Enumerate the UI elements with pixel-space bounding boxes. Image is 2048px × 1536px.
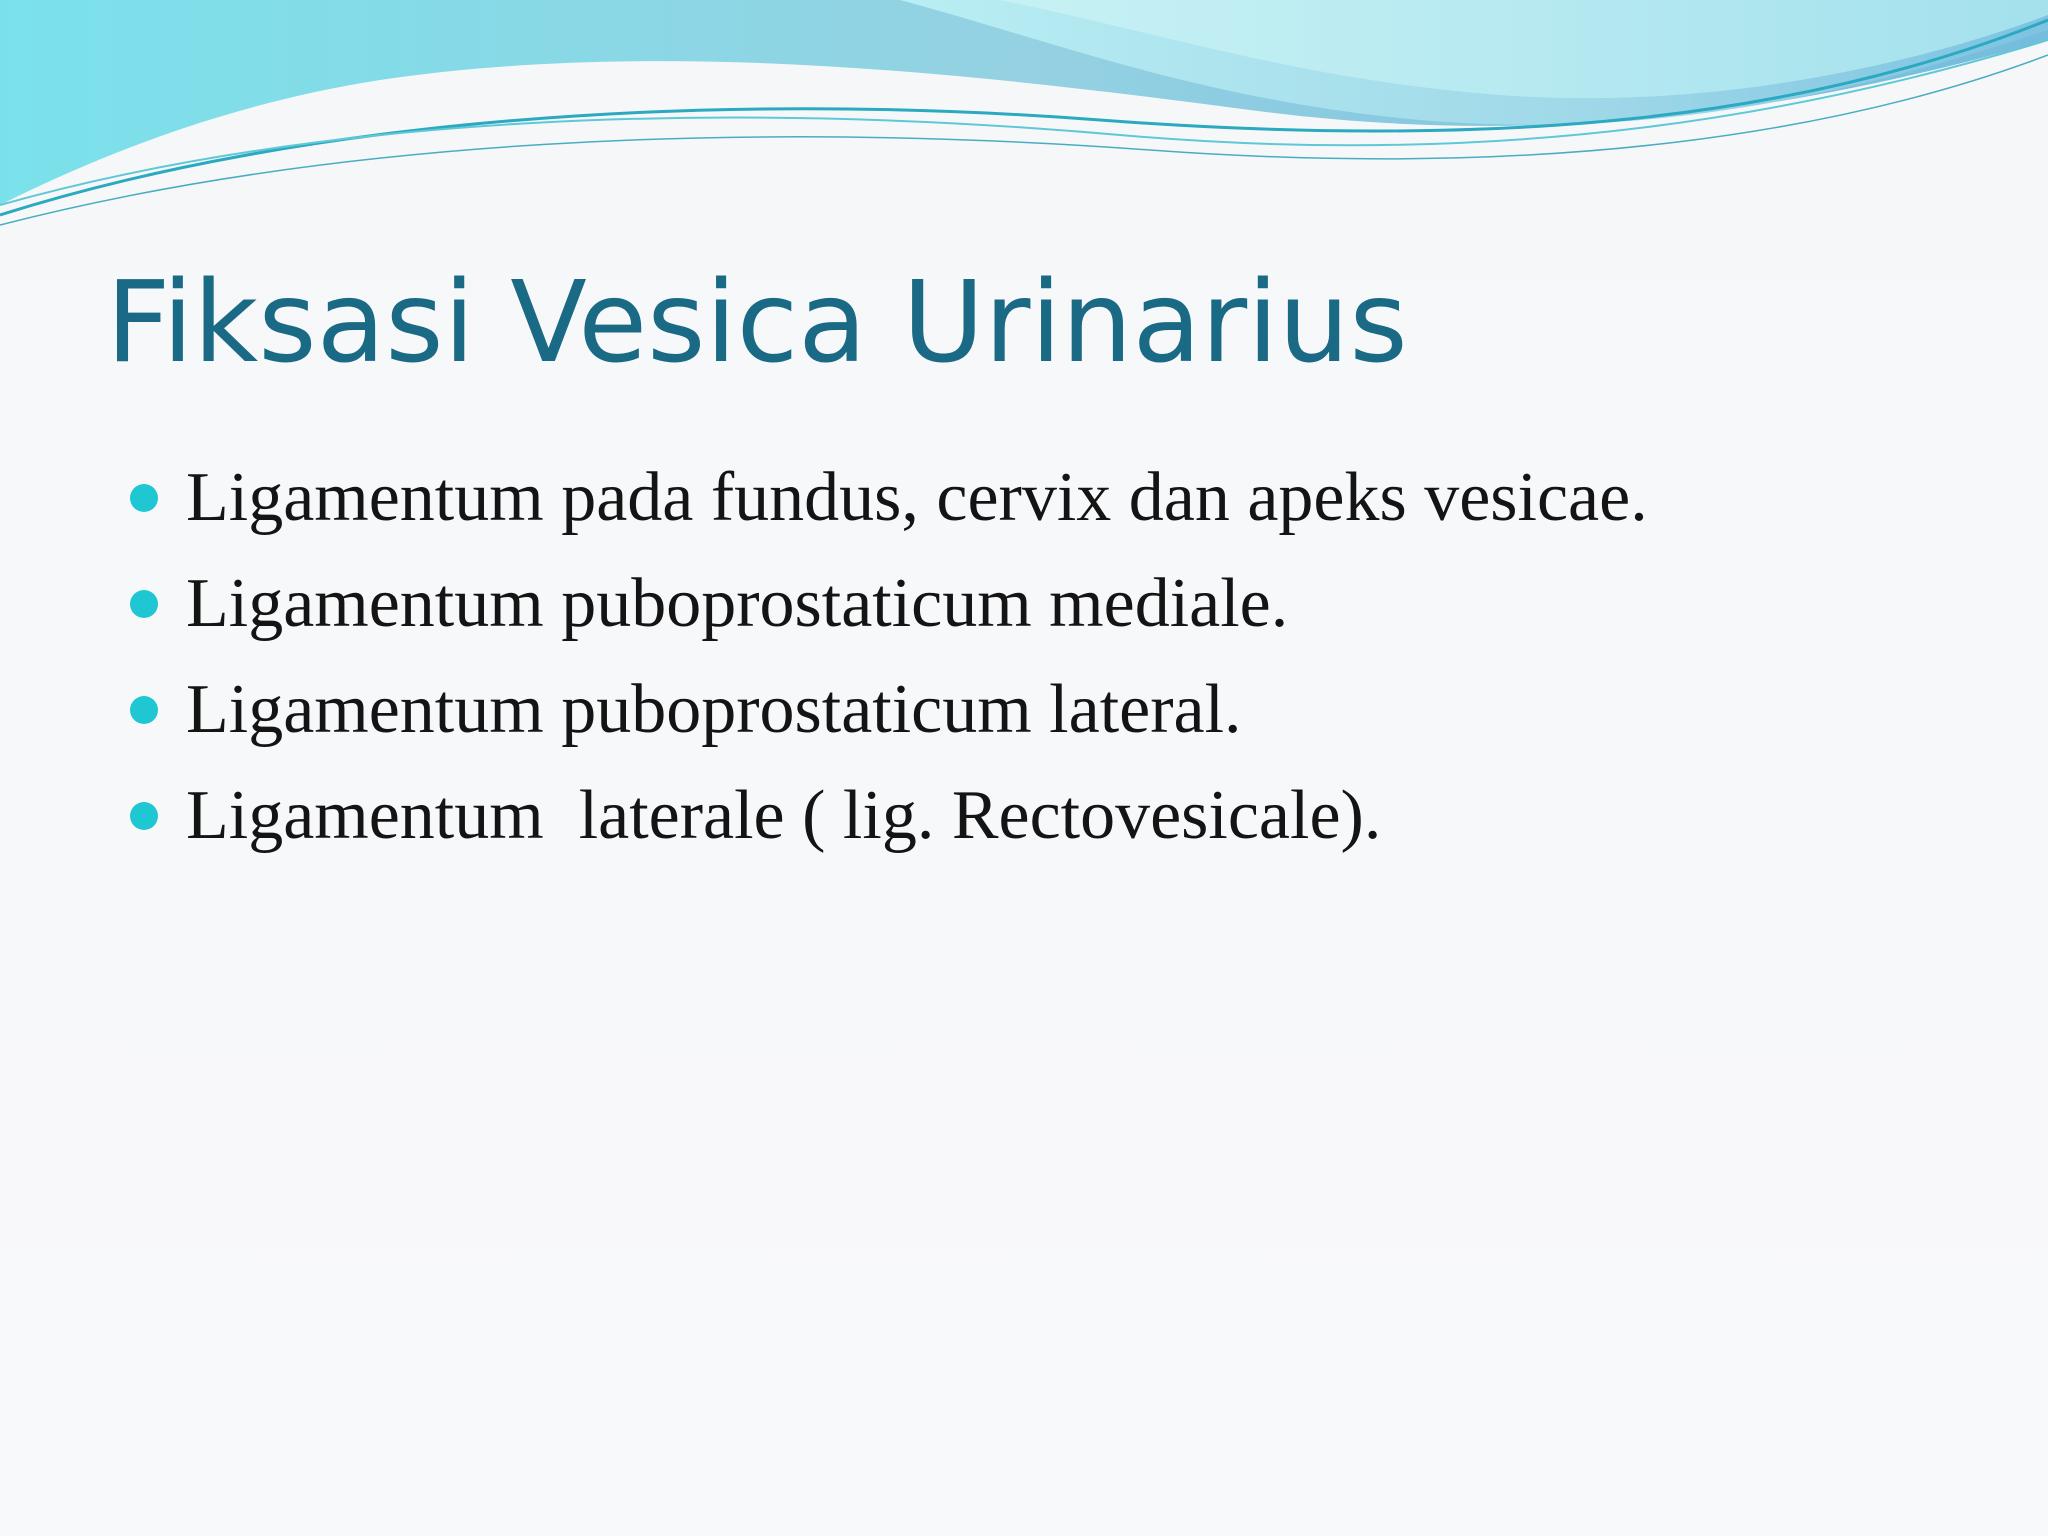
bullet-text: Ligamentum laterale ( lig. Rectovesicale). — [186, 777, 1382, 854]
bullet-item — [126, 763, 1588, 869]
bullet-list — [126, 445, 1648, 869]
bullet-text: Ligamentum puboprostaticum lateral. — [186, 671, 1242, 748]
bullet-item — [126, 657, 1588, 763]
bullet-dot-icon — [130, 696, 158, 724]
bullet-dot-icon — [130, 590, 158, 618]
bullet-item — [126, 551, 1588, 657]
decorative-wave-header — [0, 0, 2048, 240]
bullet-text: Ligamentum pada fundus, cervix dan apeks vesicae. — [186, 459, 1648, 536]
slide-title: Fiksasi Vesica Urinarius — [106, 258, 1408, 388]
bullet-dot-icon — [130, 802, 158, 830]
bullet-item — [126, 445, 1648, 551]
bullet-dot-icon — [130, 484, 158, 512]
bullet-text: Ligamentum puboprostaticum mediale. — [186, 565, 1289, 642]
